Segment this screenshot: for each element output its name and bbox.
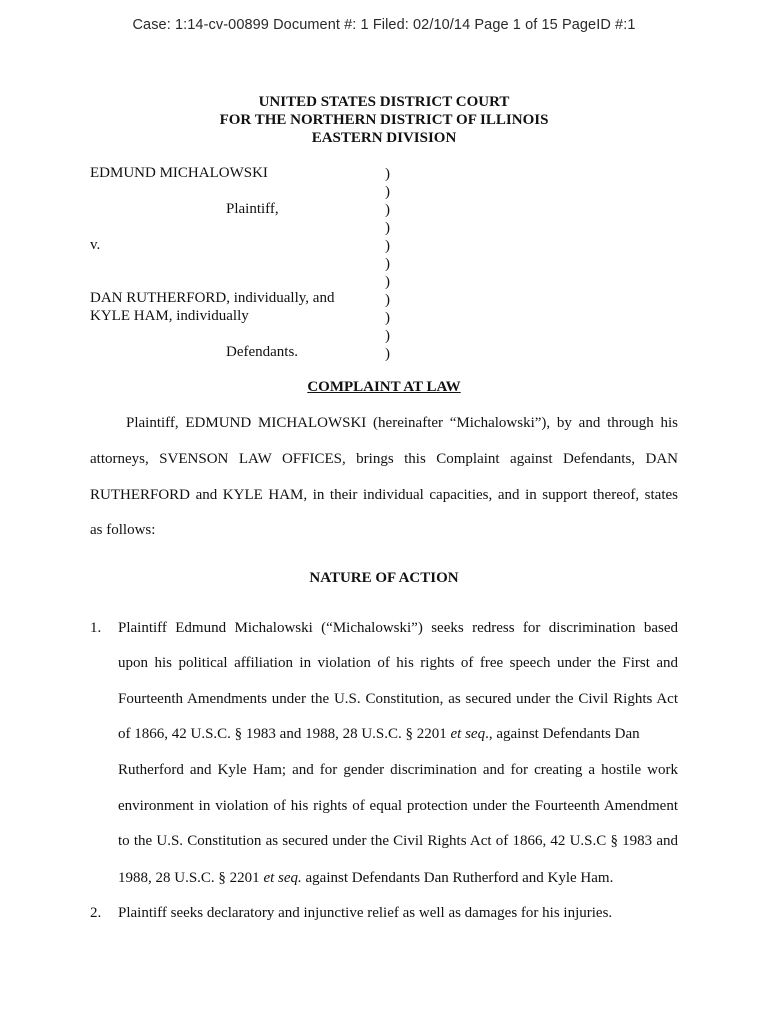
para1-line-8-tail: against Defendants Dan Rutherford and Kyle Ham. — [301, 870, 614, 886]
para1-line-6: environment in violation of his rights of equal protection under the Fourteenth Amendment — [118, 798, 678, 814]
paragraph-number-1: 1. — [90, 620, 102, 636]
defendant-role: Defendants. — [226, 344, 299, 360]
defendant-name-2: KYLE HAM, individually — [90, 308, 249, 324]
et-seq-italic: et seq — [450, 726, 486, 742]
para1-line-2: upon his political affiliation in violation of his rights of free speech under the First and — [118, 655, 678, 671]
complaint-title — [0, 379, 768, 396]
caption-paren: ) — [385, 220, 390, 236]
et-seq-italic: et seq. — [263, 870, 302, 886]
para1-line-4 — [118, 726, 678, 743]
paragraph-number-2: 2. — [90, 905, 102, 921]
para1-line-8-text: 1988, 28 U.S.C. § 2201 — [118, 870, 264, 886]
caption-paren: ) — [385, 238, 390, 254]
intro-line-2: attorneys, SVENSON LAW OFFICES, brings this Complaint against Defendants, DAN — [90, 451, 678, 467]
para2-text: Plaintiff seeks declaratory and injunctive relief as well as damages for his injuries. — [118, 905, 613, 921]
para1-line-3: Fourteenth Amendments under the U.S. Constitution, as secured under the Civil Rights Act — [118, 691, 678, 707]
intro-line-4: as follows: — [90, 522, 156, 538]
para1-line-4-part-a — [118, 726, 640, 743]
versus-label: v. — [90, 237, 101, 253]
caption-paren: ) — [385, 166, 390, 182]
court-district: FOR THE NORTHERN DISTRICT OF ILLINOIS — [219, 112, 549, 128]
intro-line-3: RUTHERFORD and KYLE HAM, in their individual capacities, and in support thereof, states — [90, 487, 678, 503]
caption-paren: ) — [385, 202, 390, 218]
caption-paren: ) — [385, 292, 390, 308]
plaintiff-role: Plaintiff, — [226, 201, 279, 217]
court-division: EASTERN DIVISION — [311, 130, 457, 146]
court-heading — [0, 93, 768, 147]
para1-line-4-text: of 1866, 42 U.S.C. § 1983 and 1988, 28 U.S.C. § 2201 — [118, 726, 451, 742]
caption-paren: ) — [385, 274, 390, 290]
defendant-name-1: DAN RUTHERFORD, individually, and — [90, 290, 335, 306]
plaintiff-name: EDMUND MICHALOWSKI — [90, 165, 268, 181]
case-header-stamp: Case: 1:14-cv-00899 Document #: 1 Filed: 02/10/14 Page 1 of 15 PageID #:1 — [132, 17, 636, 33]
para1-line-7: to the U.S. Constitution as secured under the Civil Rights Act of 1866, 42 U.S.C § 1983 and — [118, 833, 678, 849]
caption-paren: ) — [385, 310, 390, 326]
caption-paren-column — [385, 165, 390, 363]
intro-line-1: Plaintiff, EDMUND MICHALOWSKI (hereinafter “Michalowski”), by and through his — [126, 415, 678, 431]
para1-line-5: Rutherford and Kyle Ham; and for gender discrimination and for creating a hostile work — [118, 762, 678, 778]
caption-paren: ) — [385, 184, 390, 200]
para1-line-1: Plaintiff Edmund Michalowski (“Michalowski”) seeks redress for discrimination based — [118, 620, 678, 636]
court-name: UNITED STATES DISTRICT COURT — [258, 94, 510, 110]
nature-of-action-title: NATURE OF ACTION — [309, 570, 459, 586]
caption-paren: ) — [385, 328, 390, 344]
para1-line-4-tail: ., against Defendants Dan — [485, 726, 640, 742]
para1-line-8 — [118, 870, 613, 887]
caption-paren: ) — [385, 346, 390, 362]
caption-paren: ) — [385, 256, 390, 272]
complaint-title-text: COMPLAINT AT LAW — [307, 379, 461, 395]
